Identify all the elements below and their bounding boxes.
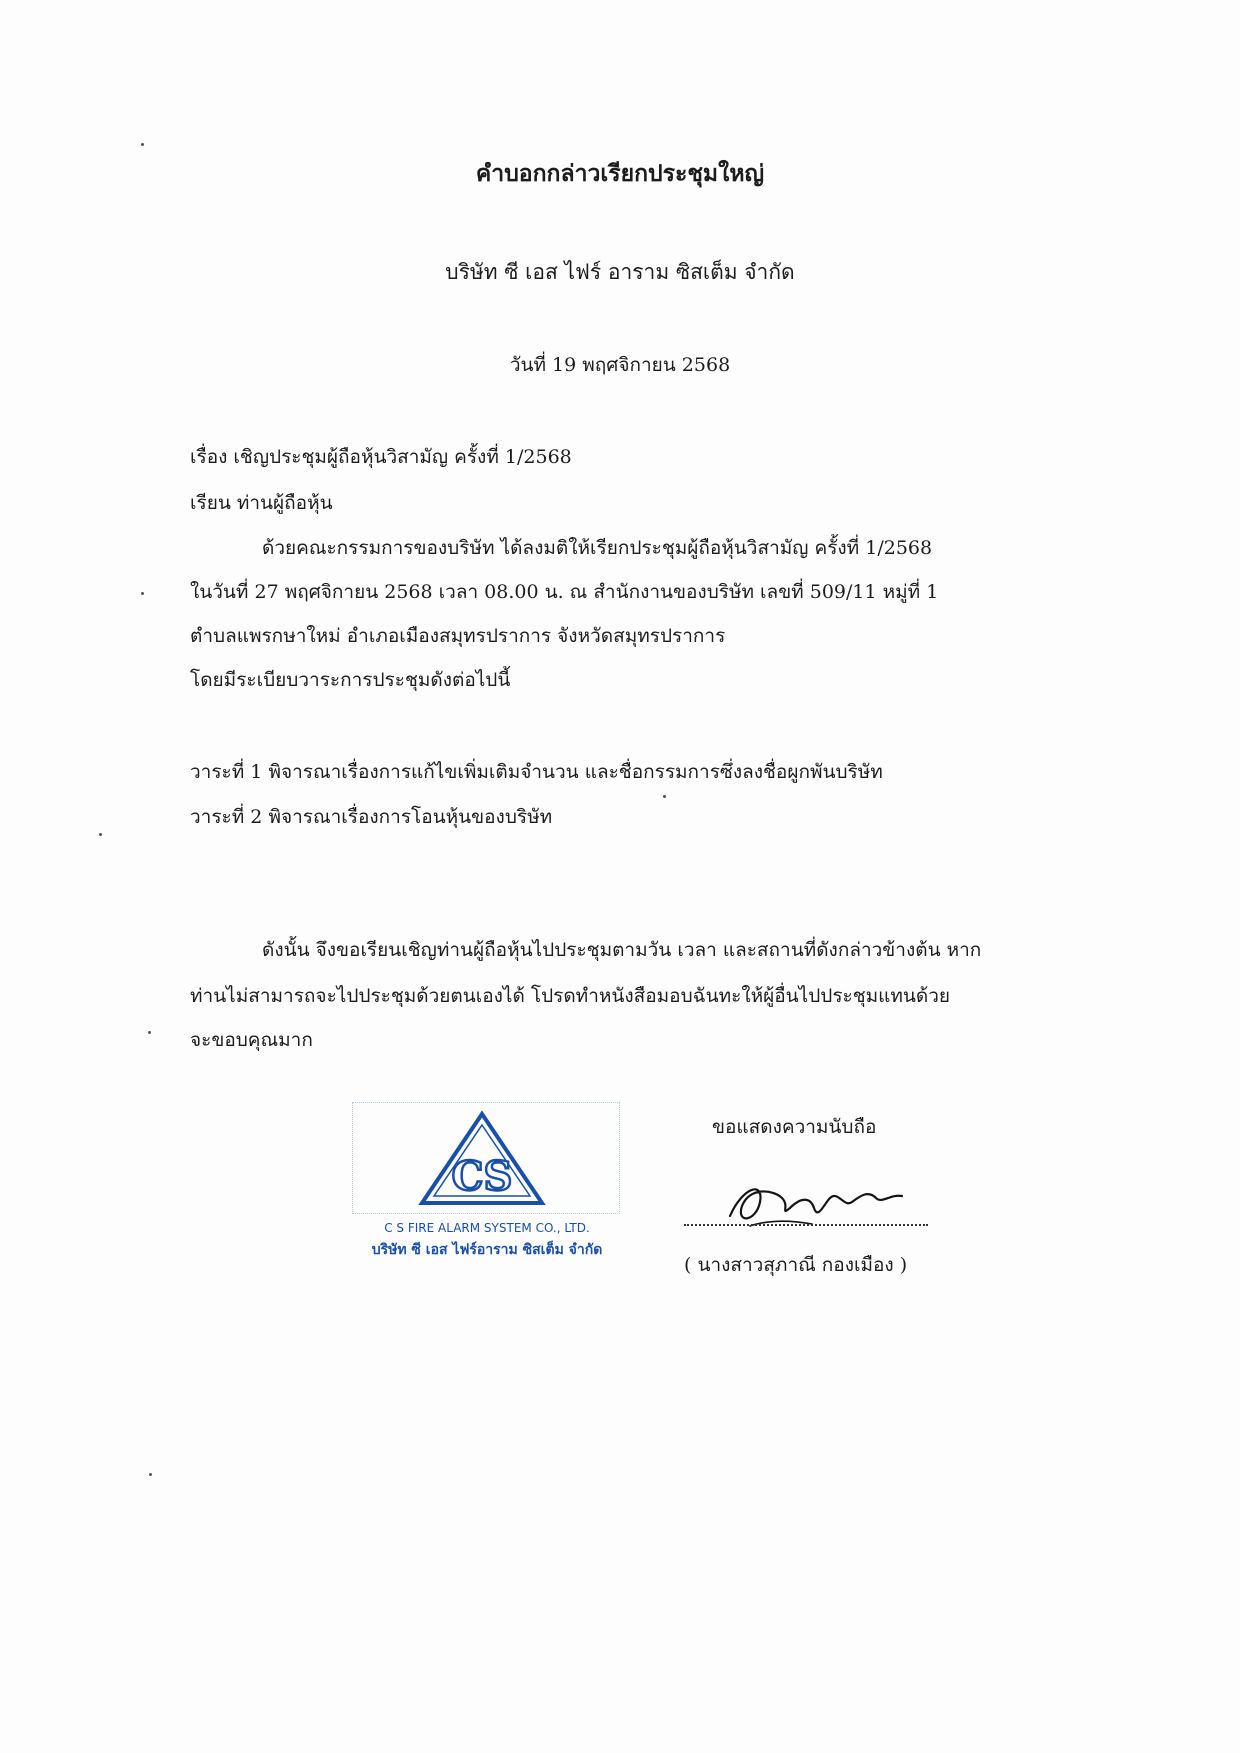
recipient-line: เรียน ท่านผู้ถือหุ้น [190, 492, 333, 514]
subject-line: เรื่อง เชิญประชุมผู้ถือหุ้นวิสามัญ ครั้งที่ 1/2568 [190, 446, 572, 468]
scan-speck [99, 833, 102, 836]
closing-line: จะขอบคุณมาก [190, 1029, 313, 1051]
agenda-item: วาระที่ 2 พิจารณาเรื่องการโอนหุ้นของบริษัท [190, 806, 553, 828]
handwritten-signature-icon [720, 1168, 920, 1238]
stamp-name-th: บริษัท ซี เอส ไฟร์อาราม ซิสเต็ม จำกัด [371, 1242, 603, 1258]
scan-speck [141, 143, 144, 146]
svg-text:CS: CS [451, 1153, 513, 1200]
stamp-name-en: C S FIRE ALARM SYSTEM CO., LTD. [384, 1221, 590, 1235]
body-line: ตำบลแพรกษาใหม่ อำเภอเมืองสมุทรปราการ จังหวัดสมุทรปราการ [190, 625, 726, 647]
body-line: ด้วยคณะกรรมการของบริษัท ได้ลงมติให้เรียกประชุมผู้ถือหุ้นวิสามัญ ครั้งที่ 1/2568 [262, 537, 933, 559]
closing-line: ดังนั้น จึงขอเรียนเชิญท่านผู้ถือหุ้นไปประชุมตามวัน เวลา และสถานที่ดังกล่าวข้างต้น หาก [262, 939, 982, 961]
scan-speck [141, 592, 144, 595]
company-stamp [352, 1102, 622, 1262]
scan-speck [148, 1031, 151, 1034]
body-line: โดยมีระเบียบวาระการประชุมดังต่อไปนี้ [190, 669, 511, 691]
scan-speck [149, 1473, 152, 1476]
document-title: คำบอกกล่าวเรียกประชุมใหญ่ [475, 160, 765, 187]
company-name: บริษัท ซี เอส ไฟร์ อาราม ซิสเต็ม จำกัด [445, 260, 795, 284]
signature-line [684, 1224, 928, 1226]
document-date: วันที่ 19 พฤศจิกายน 2568 [509, 354, 731, 376]
signer-name: ( นางสาวสุภาณี กองเมือง ) [684, 1254, 908, 1276]
scan-speck [663, 795, 666, 798]
cs-triangle-logo-icon [412, 1108, 552, 1208]
closing-line: ท่านไม่สามารถจะไปประชุมด้วยตนเองได้ โปรดทำหนังสือมอบฉันทะให้ผู้อื่นไปประชุมแทนด้วย [190, 985, 951, 1007]
body-line: ในวันที่ 27 พฤศจิกายน 2568 เวลา 08.00 น. ณ สำนักงานของบริษัท เลขที่ 509/11 หมู่ที่ 1 [190, 581, 939, 603]
regards-text: ขอแสดงความนับถือ [712, 1116, 877, 1138]
agenda-item: วาระที่ 1 พิจารณาเรื่องการแก้ไขเพิ่มเติมจำนวน และชื่อกรรมการซึ่งลงชื่อผูกพันบริษัท [190, 761, 883, 783]
